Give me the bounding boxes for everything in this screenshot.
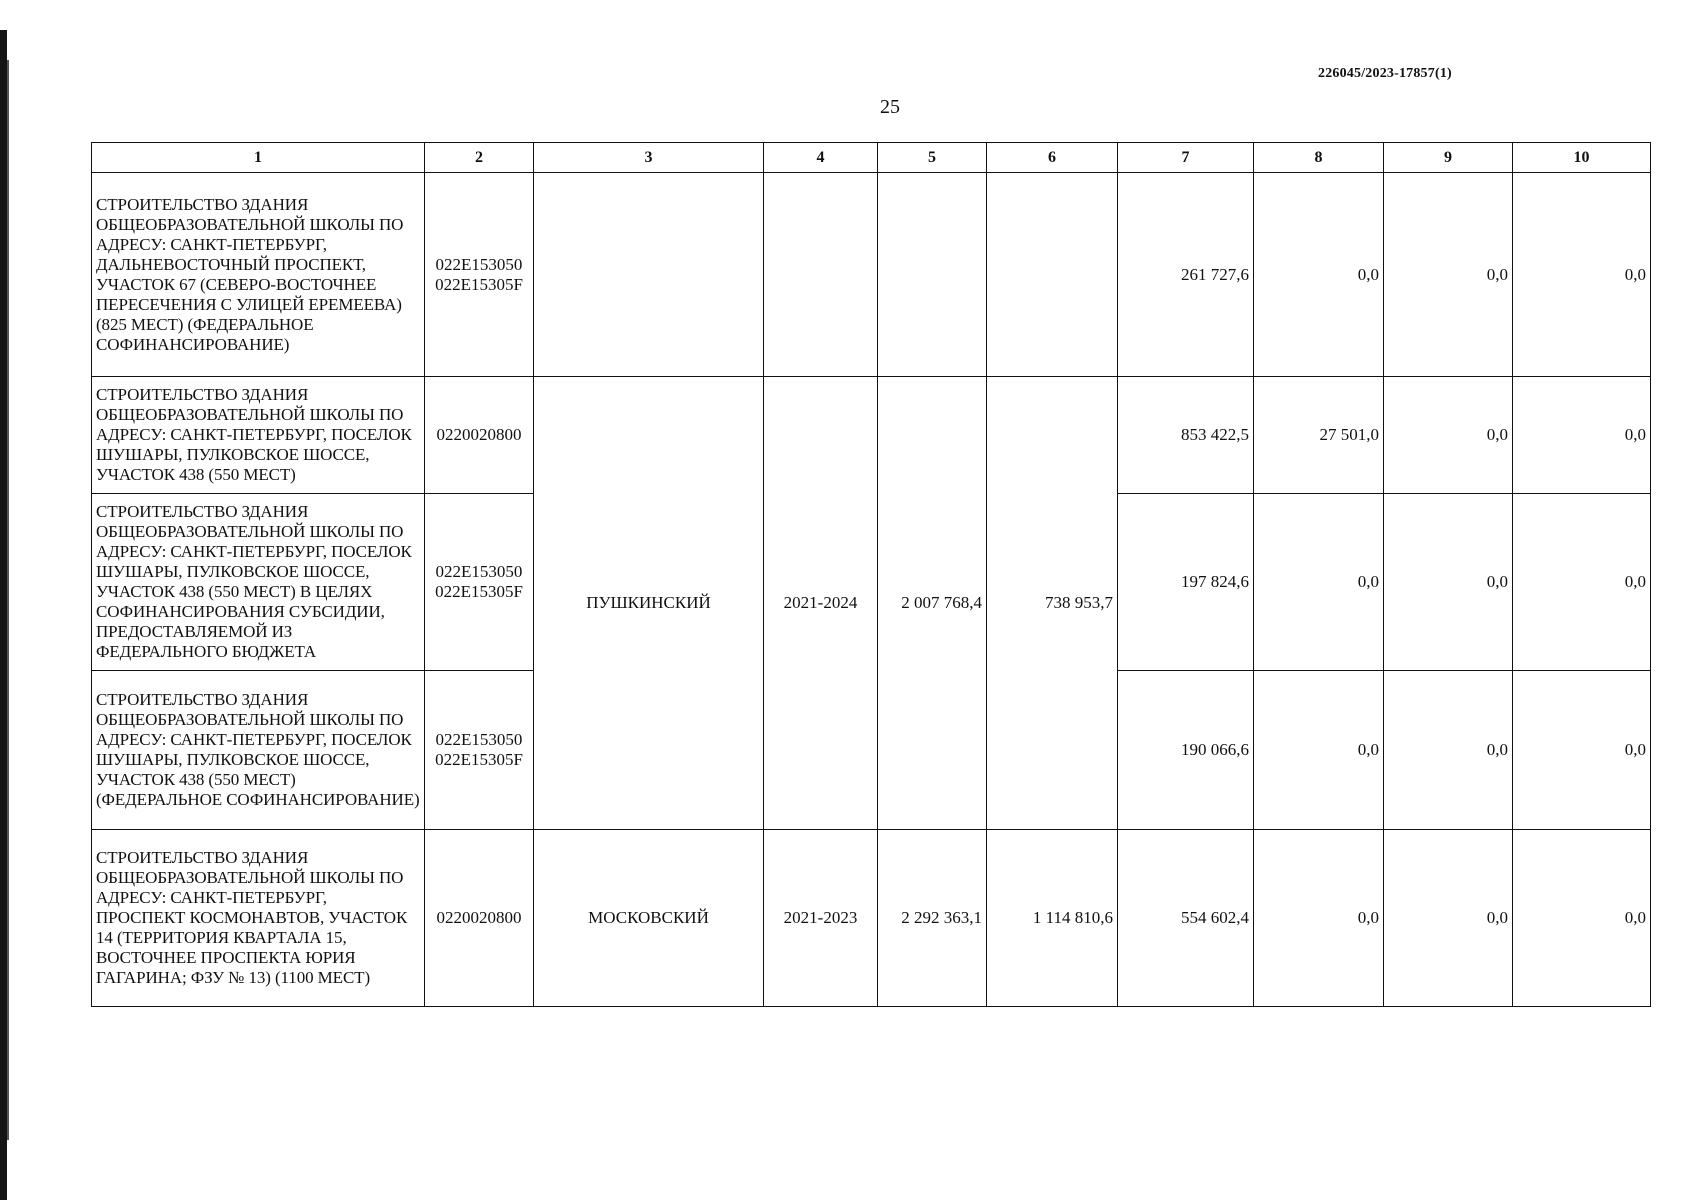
- project-name: СТРОИТЕЛЬСТВО ЗДАНИЯ ОБЩЕОБРАЗОВАТЕЛЬНОЙ ШКОЛЫ ПО АДРЕСУ: САНКТ-ПЕТЕРБУРГ, ПРОСПЕКТ КОСМОНАВТОВ, УЧАСТОК 14 (ТЕРРИТОРИЯ КВАРТАЛА 15, ВОСТОЧНЕЕ ПРОСПЕКТА ЮРИЯ ГАГАРИНА; ФЗУ № 13) (1100 МЕСТ): [92, 830, 425, 1007]
- table-row: [92, 830, 1651, 1007]
- total-cost-cell: [878, 173, 987, 377]
- col-header: 8: [1254, 143, 1384, 173]
- col-header: 5: [878, 143, 987, 173]
- district-cell: [534, 173, 764, 377]
- project-name: СТРОИТЕЛЬСТВО ЗДАНИЯ ОБЩЕОБРАЗОВАТЕЛЬНОЙ ШКОЛЫ ПО АДРЕСУ: САНКТ-ПЕТЕРБУРГ, ПОСЕЛОК ШУШАРЫ, ПУЛКОВСКОЕ ШОССЕ, УЧАСТОК 438 (550 МЕСТ) В ЦЕЛЯХ СОФИНАНСИРОВАНИЯ СУБСИДИИ, ПРЕДОСТАВЛЯЕМОЙ ИЗ ФЕДЕРАЛЬНОГО БЮДЖЕТА: [92, 494, 425, 671]
- district-cell: МОСКОВСКИЙ: [534, 830, 764, 1007]
- total-cost-cell: 2 007 768,4: [878, 377, 987, 830]
- code-value: 022E153050: [435, 254, 523, 274]
- budget-table: [91, 142, 1651, 1007]
- period-cell: 2021-2023: [764, 830, 878, 1007]
- col9-value: 0,0: [1384, 494, 1513, 671]
- col10-value: 0,0: [1513, 173, 1651, 377]
- prior-funding-cell: 1 114 810,6: [987, 830, 1118, 1007]
- scan-edge: [0, 30, 7, 1200]
- col8-value: 27 501,0: [1254, 377, 1384, 494]
- col-header: 2: [425, 143, 534, 173]
- project-name: СТРОИТЕЛЬСТВО ЗДАНИЯ ОБЩЕОБРАЗОВАТЕЛЬНОЙ ШКОЛЫ ПО АДРЕСУ: САНКТ-ПЕТЕРБУРГ, ПОСЕЛОК ШУШАРЫ, ПУЛКОВСКОЕ ШОССЕ, УЧАСТОК 438 (550 МЕСТ): [92, 377, 425, 494]
- code-value: 022E15305F: [435, 750, 523, 769]
- code-value: 022E15305F: [435, 582, 523, 601]
- code-value: 022E15305F: [435, 274, 523, 294]
- table-row: [92, 173, 1651, 377]
- table-row: [92, 377, 1651, 494]
- header-row: [92, 143, 1651, 173]
- page-number: 25: [880, 96, 900, 118]
- target-code: [425, 494, 534, 671]
- col9-value: 0,0: [1384, 173, 1513, 377]
- target-code: [425, 830, 534, 1007]
- col-header: 10: [1513, 143, 1651, 173]
- col-header: 3: [534, 143, 764, 173]
- prior-funding-cell: [987, 173, 1118, 377]
- col8-value: 0,0: [1254, 830, 1384, 1007]
- code-value: 022E153050: [435, 730, 523, 749]
- col7-value: 190 066,6: [1118, 671, 1254, 830]
- col7-value: 853 422,5: [1118, 377, 1254, 494]
- target-code: [425, 377, 534, 494]
- total-cost-cell: 2 292 363,1: [878, 830, 987, 1007]
- col9-value: 0,0: [1384, 830, 1513, 1007]
- col10-value: 0,0: [1513, 377, 1651, 494]
- project-name: СТРОИТЕЛЬСТВО ЗДАНИЯ ОБЩЕОБРАЗОВАТЕЛЬНОЙ ШКОЛЫ ПО АДРЕСУ: САНКТ-ПЕТЕРБУРГ, ПОСЕЛОК ШУШАРЫ, ПУЛКОВСКОЕ ШОССЕ, УЧАСТОК 438 (550 МЕСТ) (ФЕДЕРАЛЬНОЕ СОФИНАНСИРОВАНИЕ): [92, 671, 425, 830]
- col8-value: 0,0: [1254, 671, 1384, 830]
- col10-value: 0,0: [1513, 671, 1651, 830]
- district-cell: ПУШКИНСКИЙ: [534, 377, 764, 830]
- col7-value: 197 824,6: [1118, 494, 1254, 671]
- col8-value: 0,0: [1254, 494, 1384, 671]
- scan-edge-shadow: [7, 60, 9, 1140]
- code-value: 022E153050: [435, 562, 523, 581]
- col10-value: 0,0: [1513, 830, 1651, 1007]
- col-header: 6: [987, 143, 1118, 173]
- period-cell: 2021-2024: [764, 377, 878, 830]
- col-header: 7: [1118, 143, 1254, 173]
- document-id: 226045/2023-17857(1): [1318, 66, 1452, 81]
- target-code: [425, 671, 534, 830]
- col-header: 4: [764, 143, 878, 173]
- code-value: 0220020800: [436, 425, 522, 444]
- period-cell: [764, 173, 878, 377]
- col10-value: 0,0: [1513, 494, 1651, 671]
- target-code: [425, 173, 534, 377]
- project-name: СТРОИТЕЛЬСТВО ЗДАНИЯ ОБЩЕОБРАЗОВАТЕЛЬНОЙ ШКОЛЫ ПО АДРЕСУ: САНКТ-ПЕТЕРБУРГ, ДАЛЬНЕВОСТОЧНЫЙ ПРОСПЕКТ, УЧАСТОК 67 (СЕВЕРО-ВОСТОЧНЕЕ ПЕРЕСЕЧЕНИЯ С УЛИЦЕЙ ЕРЕМЕЕВА) (825 МЕСТ) (ФЕДЕРАЛЬНОЕ СОФИНАНСИРОВАНИЕ): [92, 173, 425, 377]
- col-header: 9: [1384, 143, 1513, 173]
- col7-value: 554 602,4: [1118, 830, 1254, 1007]
- prior-funding-cell: 738 953,7: [987, 377, 1118, 830]
- col9-value: 0,0: [1384, 671, 1513, 830]
- col7-value: 261 727,6: [1118, 173, 1254, 377]
- code-value: 0220020800: [436, 908, 522, 927]
- col9-value: 0,0: [1384, 377, 1513, 494]
- col8-value: 0,0: [1254, 173, 1384, 377]
- col-header: 1: [92, 143, 425, 173]
